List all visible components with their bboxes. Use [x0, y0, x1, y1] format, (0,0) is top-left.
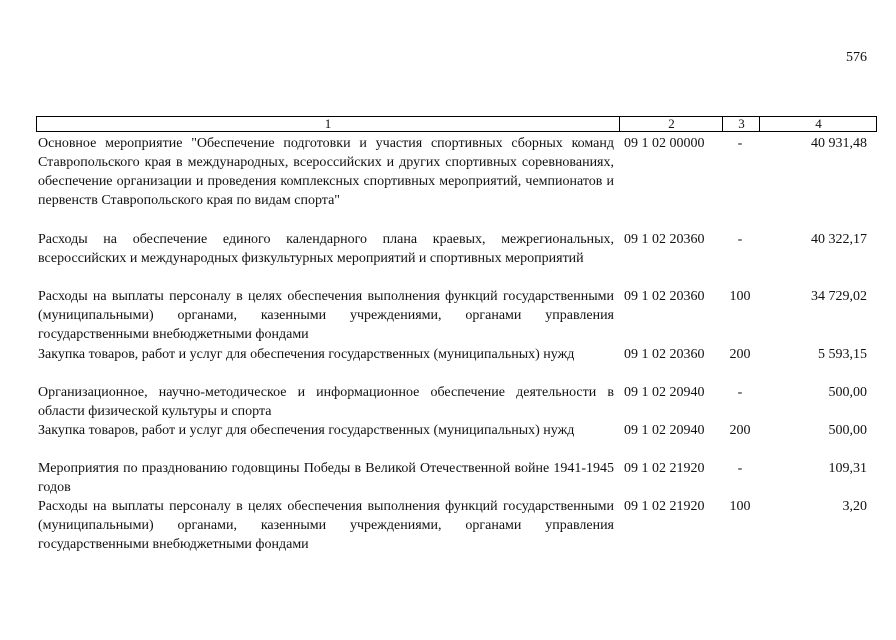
row-type: -	[737, 385, 743, 400]
row-code: 09 1 02 20940	[624, 423, 705, 438]
row-type: -	[737, 461, 743, 476]
row-type: 200	[729, 347, 751, 362]
row-amount: 3,20	[842, 499, 867, 514]
table-header	[36, 116, 877, 132]
row-amount: 109,31	[828, 461, 867, 476]
row-description: Основное мероприятие "Обеспечение подготовки и участия спортивных сборных команд Ставропольского края в международных, всероссийских и других спортивных соревнованиях, обеспечение организации и проведения комплексных спортивных мероприятий, чемпионатов и первенств Ставропольского края по видам спорта"	[38, 136, 614, 208]
row-code: 09 1 02 21920	[624, 499, 705, 514]
header-col-3: 3	[722, 117, 760, 131]
row-code: 09 1 02 20940	[624, 385, 705, 400]
row-description: Расходы на обеспечение единого календарного плана краевых, межрегиональных, всероссийских и международных физкультурных мероприятий и спортивных мероприятий	[38, 232, 614, 266]
row-type: 200	[729, 423, 751, 438]
row-amount: 500,00	[828, 385, 867, 400]
row-description: Расходы на выплаты персоналу в целях обеспечения выполнения функций государственными (муниципальными) органами, казенными учреждениями, органами управления государственными внебюджетными фондами	[38, 289, 614, 342]
row-amount: 34 729,02	[811, 289, 867, 304]
row-amount: 500,00	[828, 423, 867, 438]
row-description: Закупка товаров, работ и услуг для обеспечения государственных (муниципальных) нужд	[38, 423, 575, 438]
row-description: Организационное, научно-методическое и информационное обеспечение деятельности в области физической культуры и спорта	[38, 385, 614, 419]
row-amount: 40 931,48	[811, 136, 867, 151]
row-type: -	[737, 232, 743, 247]
row-code: 09 1 02 00000	[624, 136, 705, 151]
row-type: -	[737, 136, 743, 151]
row-amount: 5 593,15	[818, 347, 867, 362]
row-description: Мероприятия по празднованию годовщины Победы в Великой Отечественной войне 1941-1945 годов	[38, 461, 614, 495]
header-col-4: 4	[759, 117, 877, 131]
row-code: 09 1 02 20360	[624, 347, 705, 362]
page-number: 576	[846, 50, 867, 65]
row-code: 09 1 02 21920	[624, 461, 705, 476]
row-type: 100	[729, 289, 751, 304]
row-code: 09 1 02 20360	[624, 232, 705, 247]
header-col-1: 1	[324, 116, 332, 131]
row-type: 100	[729, 499, 751, 514]
row-description: Расходы на выплаты персоналу в целях обеспечения выполнения функций государственными (муниципальными) органами, казенными учреждениями, органами управления государственными внебюджетными фондами	[38, 499, 614, 552]
row-code: 09 1 02 20360	[624, 289, 705, 304]
header-col-2: 2	[619, 117, 723, 131]
row-description: Закупка товаров, работ и услуг для обеспечения государственных (муниципальных) нужд	[38, 347, 575, 362]
row-amount: 40 322,17	[811, 232, 867, 247]
